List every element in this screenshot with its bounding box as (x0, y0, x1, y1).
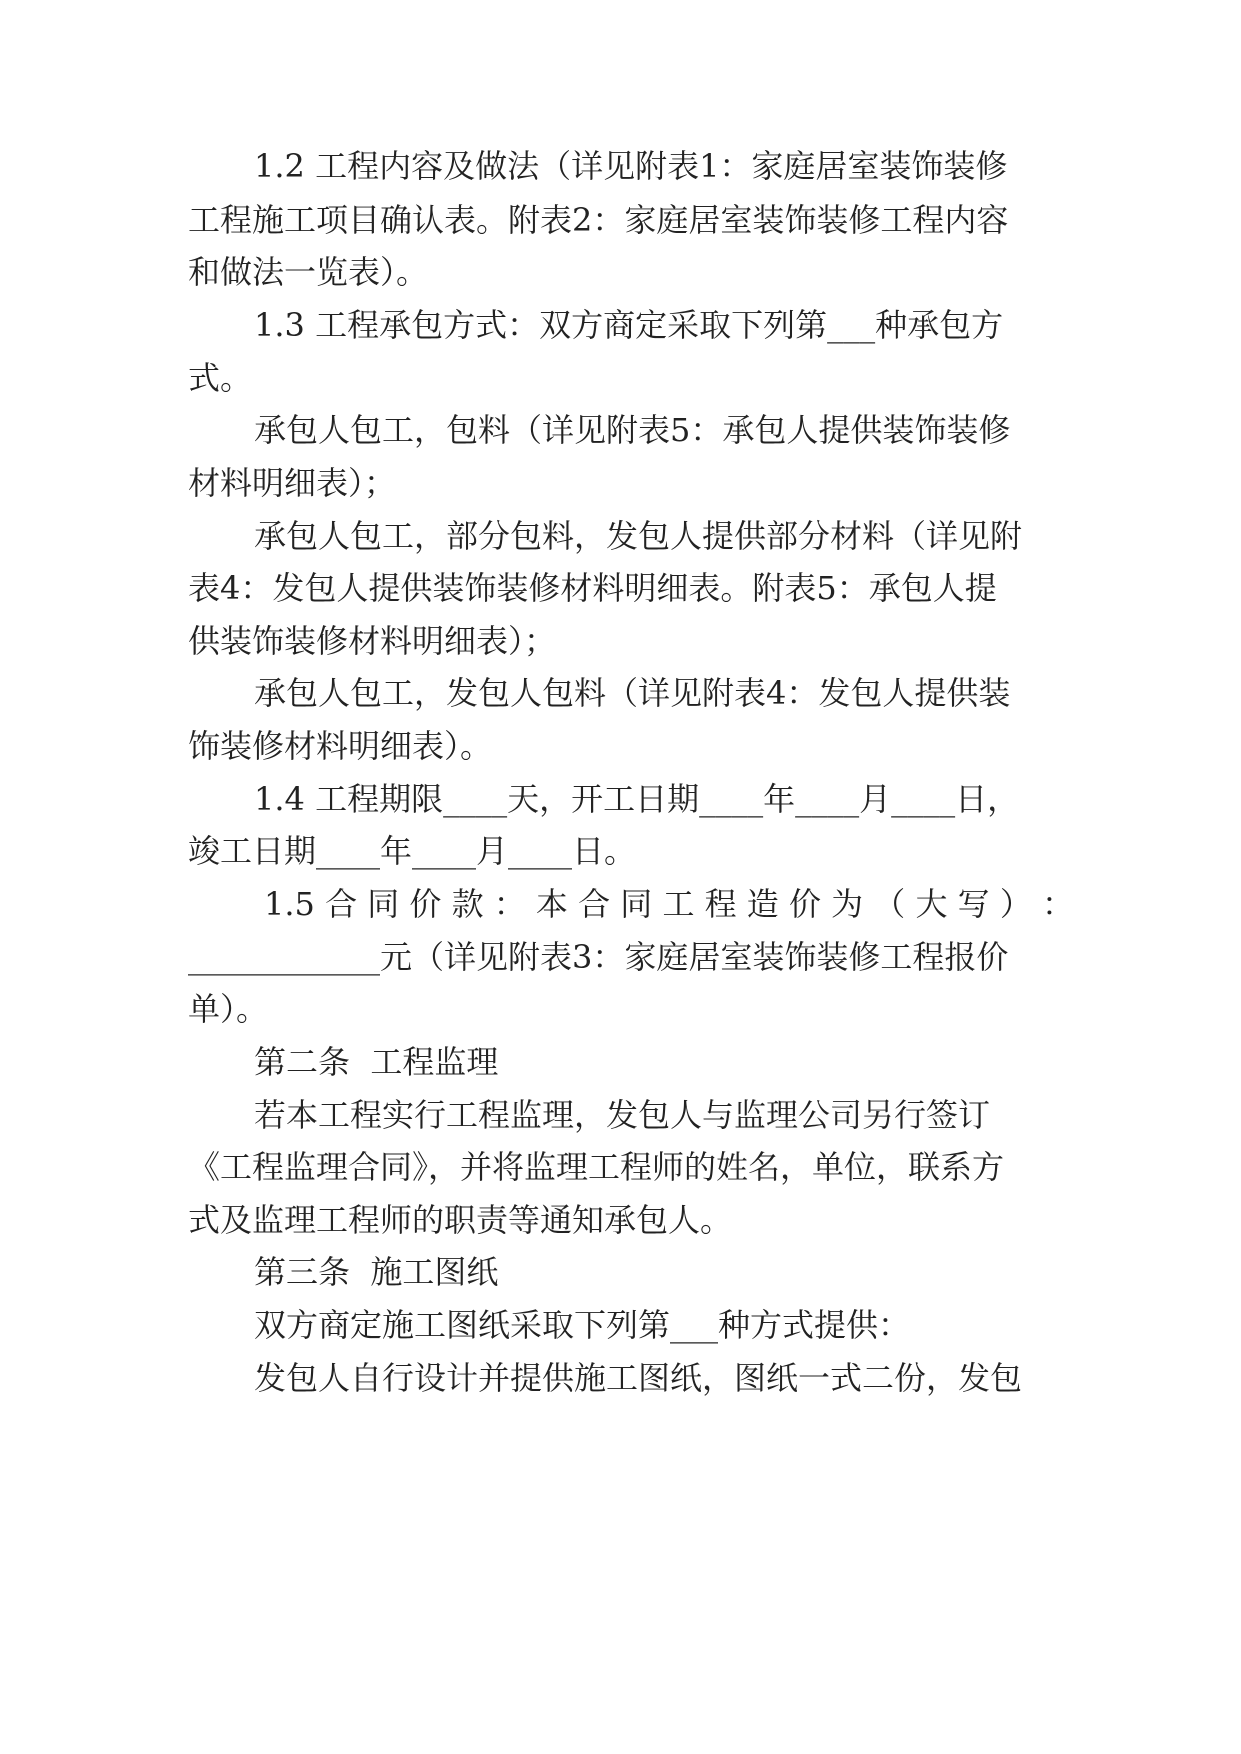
text-line-supervision: 若本工程实行工程监理，发包人与监理公司另行签订 (254, 1096, 991, 1134)
text-line-clause-1-4: 1.4 工程期限____天，开工日期____年____月____日， (254, 780, 1020, 818)
text-line: 饰装修材料明细表）。 (188, 727, 493, 765)
text-line-option-2: 承包人包工，部分包料，发包人提供部分材料（详见附 (254, 517, 1023, 555)
text-line: 工程施工项目确认表。附表2：家庭居室装饰装修工程内容 (188, 201, 1009, 239)
text-line-option-1: 承包人包工，包料（详见附表5：承包人提供装饰装修 (254, 411, 1011, 449)
section-heading-article-3: 第三条 施工图纸 (254, 1253, 499, 1291)
text-line-option-3: 承包人包工，发包人包料（详见附表4：发包人提供装 (254, 674, 1011, 712)
text-line: 表4：发包人提供装饰装修材料明细表。附表5：承包人提 (188, 569, 997, 607)
text-line: 式。 (188, 359, 253, 397)
text-line: 供装饰装修材料明细表）； (188, 622, 557, 660)
text-line: 材料明细表）； (188, 464, 397, 502)
text-line-drawings: 双方商定施工图纸采取下列第___种方式提供： (254, 1306, 911, 1344)
text-line: 单）。 (188, 990, 269, 1028)
text-line-clause-1-3: 1.3 工程承包方式：双方商定采取下列第___种承包方 (254, 306, 1004, 344)
text-line: ____________元（详见附表3：家庭居室装饰装修工程报价 (188, 938, 1009, 976)
text-line-drawings-option: 发包人自行设计并提供施工图纸，图纸一式二份，发包 (254, 1359, 1023, 1397)
section-heading-article-2: 第二条 工程监理 (254, 1043, 499, 1081)
text-line: 竣工日期____年____月____日。 (188, 832, 637, 870)
text-line: 和做法一览表）。 (188, 253, 429, 291)
text-line-clause-1-5: 1.5 合 同 价 款 ： 本 合 同 工 程 造 价 为 （ 大 写 ） ： (264, 885, 1074, 923)
text-line: 《工程监理合同》，并将监理工程师的姓名，单位，联系方 (188, 1148, 1005, 1186)
text-line: 式及监理工程师的职责等通知承包人。 (188, 1201, 733, 1239)
text-line-clause-1-2: 1.2 工程内容及做法（详见附表1：家庭居室装饰装修 (254, 147, 1008, 185)
